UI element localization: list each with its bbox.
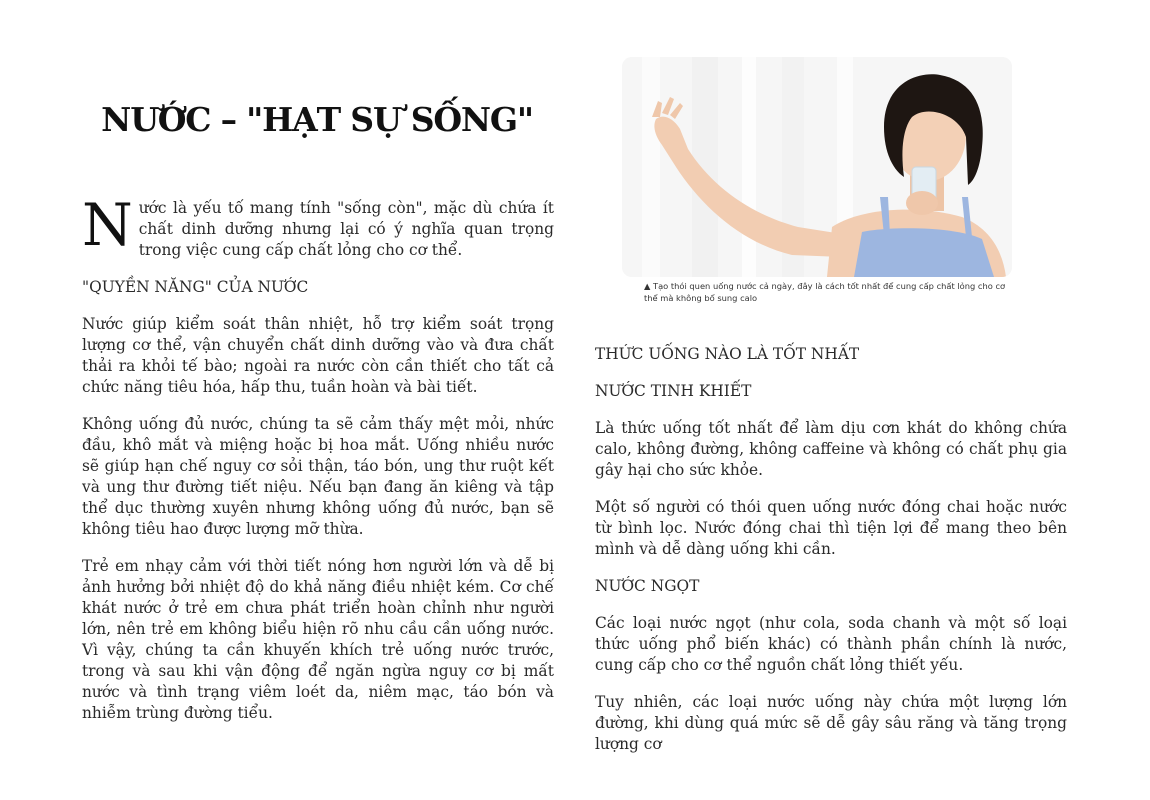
body-paragraph: Là thức uống tốt nhất để làm dịu cơn khát do không chứa calo, không đường, không caffeine và không có chất phụ gia gây hại cho sức khỏe. — [595, 419, 1067, 479]
left-column — [82, 191, 554, 740]
subheading-soft-drinks: NƯỚC NGỌT — [595, 577, 700, 595]
intro-paragraph — [82, 191, 554, 261]
body-paragraph: Một số người có thói quen uống nước đóng chai hoặc nước từ bình lọc. Nước đóng chai thì tiện lợi để mang theo bên mình và dễ dàng uống khi cần. — [595, 498, 1067, 558]
subheading-pure-water: NƯỚC TINH KHIẾT — [595, 382, 752, 400]
photo-caption: ▲ Tạo thói quen uống nước cả ngày, đây là cách tốt nhất để cung cấp chất lỏng cho cơ thể mà không bổ sung calo — [644, 281, 1006, 303]
photo-illustration — [622, 57, 1012, 277]
body-paragraph: Tuy nhiên, các loại nước uống này chứa một lượng lớn đường, khi dùng quá mức sẽ dễ gây sâu răng và tăng trọng lượng cơ — [595, 693, 1067, 753]
body-paragraph: Không uống đủ nước, chúng ta sẽ cảm thấy mệt mỏi, nhức đầu, khô mắt và miệng hoặc bị hoa mắt. Uống nhiều nước sẽ giúp hạn chế nguy cơ sỏi thận, táo bón, ung thư ruột kết và ung thư đường tiết niệu. Nếu bạn đang ăn kiêng và tập thể dục thường xuyên nhưng không uống đủ nước, bạn sẽ không tiêu hao được lượng mỡ thừa. — [82, 415, 554, 538]
intro-text: ước là yếu tố mang tính "sống còn", mặc dù chứa ít chất dinh dưỡng nhưng lại có ý nghĩa quan trọng trong việc cung cấp chất lỏng cho cơ thể. — [138, 199, 554, 259]
body-paragraph: Trẻ em nhạy cảm với thời tiết nóng hơn người lớn và dễ bị ảnh hưởng bởi nhiệt độ do khả năng điều nhiệt kém. Cơ chế khát nước ở trẻ em chưa phát triển hoàn chỉnh như người lớn, nên trẻ em không biểu hiện rõ nhu cầu cần uống nước. Vì vậy, chúng ta cần khuyến khích trẻ uống nước trước, trong và sau khi vận động để ngăn ngừa nguy cơ bị mất nước và tình trạng viêm loét da, niêm mạc, táo bón và nhiễm trùng đường tiểu. — [82, 557, 554, 722]
dropcap-letter: N — [82, 191, 133, 259]
article-title: NƯỚC – "HẠT SỰ SỐNG" — [101, 100, 533, 139]
body-paragraph: Nước giúp kiểm soát thân nhiệt, hỗ trợ kiểm soát trọng lượng cơ thể, vận chuyển chất dinh dưỡng vào và đưa chất thải ra khỏi tế bào; ngoài ra nước còn cần thiết cho tất cả chức năng tiêu hóa, hấp thu, tuần hoàn và bài tiết. — [82, 315, 554, 396]
body-paragraph: Các loại nước ngọt (như cola, soda chanh và một số loại thức uống phổ biến khác) có thành phần chính là nước, cung cấp cho cơ thể nguồn chất lỏng thiết yếu. — [595, 614, 1067, 674]
section-heading-best-drinks: THỨC UỐNG NÀO LÀ TỐT NHẤT — [595, 345, 860, 363]
section-heading-water-power: "QUYỀN NĂNG" CỦA NƯỚC — [82, 278, 309, 296]
right-column — [595, 344, 1067, 771]
woman-drinking-water-photo — [622, 57, 1012, 277]
